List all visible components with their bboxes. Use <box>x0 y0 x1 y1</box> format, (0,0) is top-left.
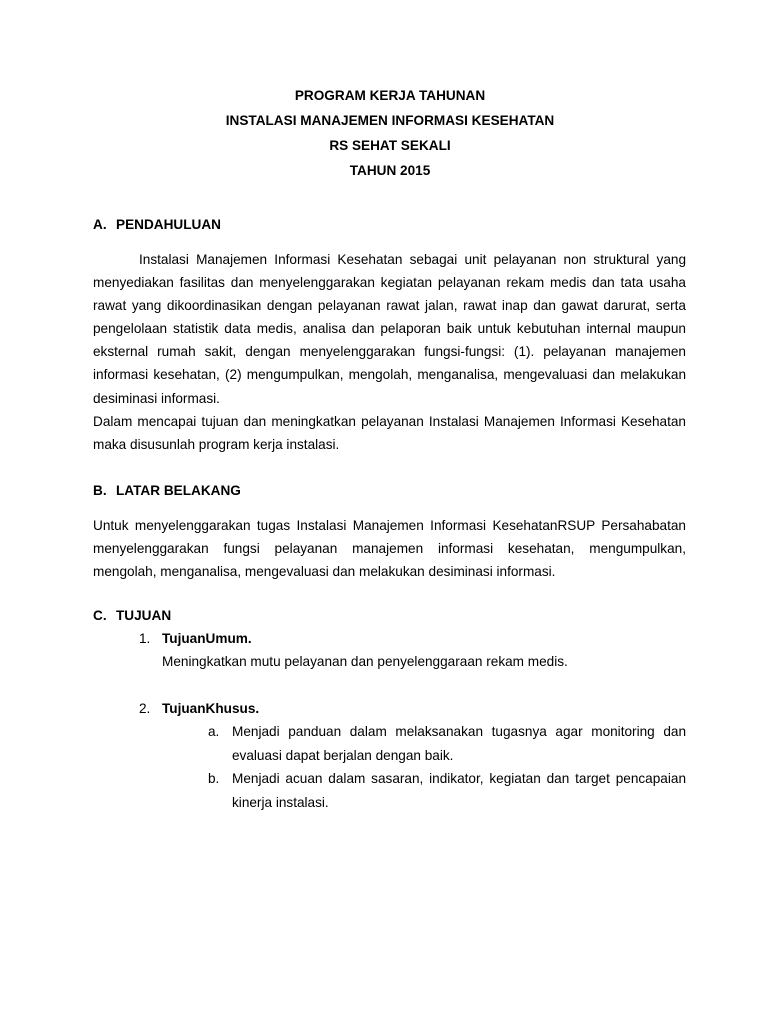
section-a-heading <box>93 217 221 232</box>
list-item-2-number: 2. <box>139 701 151 716</box>
section-a-paragraph-1: Instalasi Manajemen Informasi Kesehatan sebagai unit pelayanan non struktural yang menyediakan fasilitas dan menyelenggarakan kegiatan pelayanan rekam medis dan tata usaha rawat yang dikoordinasikan dengan pelayanan rawat jalan, rawat inap dan gawat darurat, serta pengelolaan statistik data medis, analisa dan pelaporan baik untuk kebutuhan internal maupun eksternal rumah sakit, dengan menyelenggarakan fungsi-fungsi: (1). pelayanan manajemen informasi kesehatan, (2) mengumpulkan, mengolah, menganalisa, mengevaluasi dan melakukan desiminasi informasi. <box>93 252 686 406</box>
title-line-2: INSTALASI MANAJEMEN INFORMASI KESEHATAN <box>225 113 555 128</box>
sub-item-a <box>208 720 686 767</box>
section-b-title: LATAR BELAKANG <box>116 483 241 498</box>
list-item-2-title: TujuanKhusus. <box>162 701 260 716</box>
section-a-title: PENDAHULUAN <box>116 217 221 232</box>
section-a-body <box>93 248 686 456</box>
section-c-title: TUJUAN <box>116 608 172 623</box>
section-c-heading <box>93 608 171 623</box>
list-item-1 <box>139 627 686 673</box>
sub-item-b <box>208 767 686 814</box>
list-item-1-text: Meningkatkan mutu pelayanan dan penyelenggaraan rekam medis. <box>162 654 568 669</box>
title-line-4: TAHUN 2015 <box>349 163 431 178</box>
section-b-body <box>93 514 686 583</box>
section-b-paragraph: Untuk menyelenggarakan tugas Instalasi Manajemen Informasi KesehatanRSUP Persahabatan menyelenggarakan fungsi pelayanan manajemen informasi kesehatan, mengumpulkan, mengolah, menganalisa, mengevaluasi dan melakukan desiminasi informasi. <box>93 518 686 580</box>
section-b-heading <box>93 483 241 498</box>
document-title <box>0 83 768 183</box>
title-line-3: RS SEHAT SEKALI <box>329 138 451 153</box>
list-item-1-title: TujuanUmum. <box>162 631 252 646</box>
sub-item-b-mark: b. <box>208 771 220 786</box>
section-c-letter: C. <box>93 608 107 623</box>
sub-item-a-text: Menjadi panduan dalam melaksanakan tugasnya agar monitoring dan evaluasi dapat berjalan dengan baik. <box>232 724 686 763</box>
sub-item-b-text: Menjadi acuan dalam sasaran, indikator, kegiatan dan target pencapaian kinerja instalasi. <box>232 771 686 810</box>
section-b-letter: B. <box>93 483 107 498</box>
section-a-letter: A. <box>93 217 107 232</box>
list-item-2 <box>139 697 686 720</box>
list-item-1-number: 1. <box>139 631 151 646</box>
title-line-1: PROGRAM KERJA TAHUNAN <box>294 88 486 103</box>
section-a-paragraph-2: Dalam mencapai tujuan dan meningkatkan pelayanan Instalasi Manajemen Informasi Kesehatan maka disusunlah program kerja instalasi. <box>93 413 686 452</box>
sub-item-a-mark: a. <box>208 724 220 739</box>
